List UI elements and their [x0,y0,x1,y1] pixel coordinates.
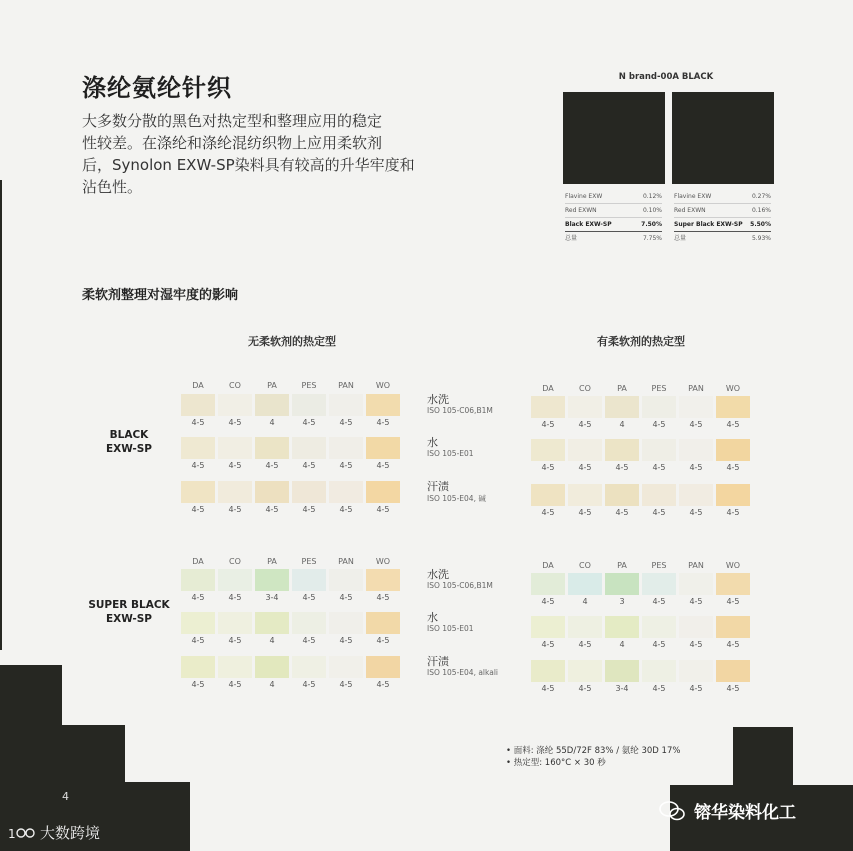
fastness-rating: 4-5 [376,680,390,689]
fastness-rating: 4 [582,597,588,606]
stain-patch [366,394,400,416]
fastness-rating: 4-5 [652,463,666,472]
black-swatch [563,92,665,184]
stain-patch [255,612,289,634]
intro-line: 沾色性。 [82,178,143,196]
stain-patch [218,612,252,634]
stain-patch [218,437,252,459]
stain-patch [568,660,602,682]
fiber-header: DA [542,561,554,570]
svg-text:1: 1 [8,827,16,841]
fastness-rating: 4-5 [652,597,666,606]
fastness-rating: 4-5 [339,418,353,427]
test-standard: ISO 105-E04, alkali [427,668,498,677]
stain-patch [366,437,400,459]
fiber-header: DA [192,381,204,390]
fastness-rating: 4-5 [339,505,353,514]
stain-patch [679,660,713,682]
stain-patch [292,656,326,678]
fastness-rating: 4-5 [265,461,279,470]
intro-line: 性较差。在涤纶和涤纶混纺织物上应用柔软剂 [82,134,383,152]
stain-patch [531,439,565,461]
stain-patch [605,616,639,638]
fastness-rating: 4-5 [191,636,205,645]
n-brand-title: N brand-00A BLACK [618,72,714,82]
test-standard: ISO 105-C06,B1M [427,581,493,590]
watermark-logo-icon [8,824,38,842]
fastness-rating: 4-5 [689,508,703,517]
test-name: 水洗 [427,568,449,581]
recipe-dye: Flavine EXW [565,193,603,200]
fastness-rating: 4-5 [228,680,242,689]
fiber-header: WO [725,561,741,570]
fastness-rating: 4-5 [726,508,740,517]
stain-patch [568,573,602,595]
stain-patch [679,439,713,461]
stain-patch [568,439,602,461]
fiber-header: PA [267,381,277,390]
fastness-rating: 4-5 [339,636,353,645]
stain-patch [329,437,363,459]
fastness-rating: 4-5 [191,461,205,470]
fastness-rating: 4-5 [652,640,666,649]
page-number: 4 [62,790,69,803]
fastness-rating: 4-5 [652,684,666,693]
fastness-rating: 4-5 [228,593,242,602]
fastness-rating: 4-5 [376,505,390,514]
fastness-rating: 4-5 [578,684,592,693]
stain-patch [329,656,363,678]
stain-patch [218,569,252,591]
fiber-header: DA [192,557,204,566]
stain-patch [605,573,639,595]
stain-patch [716,660,750,682]
stain-patch [568,484,602,506]
fastness-rating: 4-5 [578,463,592,472]
recipe-pct: 0.27% [751,193,771,200]
product-label-text: BLACK EXW-SP [106,429,152,455]
fastness-rating: 4-5 [302,461,316,470]
fastness-rating: 4 [269,636,275,645]
fastness-rating: 4 [619,420,625,429]
fastness-rating: 4-5 [578,640,592,649]
stain-patch [218,481,252,503]
test-standard: ISO 105-C06,B1M [427,406,493,415]
fiber-header: PAN [338,381,354,390]
test-standard: ISO 105-E01 [427,449,474,458]
stain-patch [679,396,713,418]
intro-line: 大多数分散的黑色对热定型和整理应用的稳定 [82,112,383,130]
stain-patch [366,612,400,634]
fiber-header: PES [301,557,317,566]
product-label-black [74,428,184,456]
fastness-rating: 4-5 [689,684,703,693]
fastness-rating: 4 [619,640,625,649]
test-standard: ISO 105-E01 [427,624,474,633]
fastness-rating: 4-5 [726,463,740,472]
fiber-header: WO [375,557,391,566]
fiber-header: PA [617,384,627,393]
fastness-rating: 4-5 [652,508,666,517]
recipe-table [565,190,662,245]
fastness-rating: 3-4 [615,684,629,693]
fastness-rating: 4-5 [191,680,205,689]
recipe-dye: 总量 [674,235,687,242]
fabric-notes [506,745,680,769]
stain-patch [366,569,400,591]
fastness-rating: 4-5 [689,597,703,606]
fastness-rating: 4-5 [191,593,205,602]
fastness-rating: 4-5 [265,505,279,514]
stain-patch [716,396,750,418]
stain-patch [605,660,639,682]
recipe-dye: Red EXWN [674,207,706,214]
fastness-rating: 3-4 [265,593,279,602]
fastness-rating: 4-5 [726,597,740,606]
stain-patch [531,616,565,638]
note-line: • 面料: 涤纶 55D/72F 83% / 氨纶 30D 17% [506,746,681,756]
fastness-rating: 4-5 [541,420,555,429]
stain-patch [716,573,750,595]
recipe-dye: Super Black EXW-SP [674,221,743,228]
stain-patch [642,573,676,595]
stain-patch [292,612,326,634]
fiber-header: PAN [688,384,704,393]
stain-patch [255,656,289,678]
recipe-dye: Black EXW-SP [565,221,612,228]
recipe-pct: 5.50% [750,221,771,228]
fastness-rating: 4-5 [302,418,316,427]
recipe-pct: 0.16% [751,207,771,214]
stain-patch [531,396,565,418]
stain-patch [642,439,676,461]
fastness-rating: 4-5 [726,640,740,649]
stain-patch [642,396,676,418]
fastness-rating: 4-5 [726,684,740,693]
fastness-rating: 3 [619,597,625,606]
fastness-rating: 4-5 [376,418,390,427]
test-name: 水洗 [427,393,449,406]
stain-patch [531,484,565,506]
stain-patch [716,484,750,506]
fastness-rating: 4-5 [376,593,390,602]
stain-patch [329,394,363,416]
stain-patch [366,481,400,503]
intro-text [82,110,442,198]
fastness-rating: 4-5 [302,680,316,689]
fiber-header: CO [229,381,241,390]
fiber-header: PA [617,561,627,570]
fiber-header: PES [301,381,317,390]
fastness-rating: 4-5 [302,505,316,514]
page-title: 涤纶氨纶针织 [82,74,232,102]
watermark-text: 大数跨境 [40,824,101,842]
fastness-rating: 4-5 [376,636,390,645]
fiber-header: PA [267,557,277,566]
test-name: 汗渍 [427,655,449,668]
fastness-rating: 4-5 [652,420,666,429]
fastness-rating: 4-5 [578,420,592,429]
intro-line: 后，Synolon EXW-SP染料具有较高的升华牢度和 [82,156,415,174]
stain-patch [679,573,713,595]
fastness-rating: 4-5 [689,463,703,472]
fastness-rating: 4-5 [228,505,242,514]
recipe-pct: 7.75% [642,235,662,242]
recipe-dye: 总量 [565,235,578,242]
product-label-text: SUPER BLACK EXW-SP [88,599,170,625]
recipe-dye: Flavine EXW [674,193,712,200]
stain-patch [292,481,326,503]
product-label-super-black [74,598,184,626]
stain-patch [181,612,215,634]
fastness-rating: 4-5 [302,636,316,645]
fastness-rating: 4 [269,418,275,427]
fastness-rating: 4-5 [578,508,592,517]
fastness-rating: 4-5 [376,461,390,470]
fiber-header: CO [579,561,591,570]
fastness-rating: 4-5 [541,508,555,517]
stain-patch [329,612,363,634]
stain-patch [255,569,289,591]
recipe-pct: 0.10% [642,207,662,214]
stain-patch [292,394,326,416]
fastness-rating: 4-5 [228,636,242,645]
fiber-header: CO [579,384,591,393]
stain-patch [292,569,326,591]
fiber-header: PES [651,384,667,393]
fastness-rating: 4-5 [191,505,205,514]
recipe-dye: Red EXWN [565,207,597,214]
fastness-rating: 4-5 [615,463,629,472]
fiber-header: PES [651,561,667,570]
stain-patch [255,394,289,416]
fastness-rating: 4-5 [228,418,242,427]
recipe-table [674,190,771,245]
stain-patch [568,396,602,418]
fastness-rating: 4-5 [541,463,555,472]
stain-patch [642,616,676,638]
test-name: 水 [427,436,438,449]
fastness-rating: 4-5 [689,420,703,429]
stain-patch [679,484,713,506]
recipe-pct: 7.50% [641,221,662,228]
fastness-rating: 4-5 [615,508,629,517]
stain-patch [329,569,363,591]
stain-patch [181,394,215,416]
stain-patch [642,660,676,682]
stain-patch [679,616,713,638]
fastness-rating: 4-5 [726,420,740,429]
stain-patch [605,484,639,506]
fastness-rating: 4-5 [541,597,555,606]
stain-patch [642,484,676,506]
stain-patch [531,660,565,682]
test-name: 汗渍 [427,480,449,493]
fiber-header: WO [375,381,391,390]
stain-patch [716,616,750,638]
super-black-swatch [672,92,774,184]
stain-patch [605,439,639,461]
stain-patch [181,569,215,591]
recipe-pct: 5.93% [751,235,771,242]
fiber-header: PAN [338,557,354,566]
group-title-no-softener: 无柔软剂的热定型 [248,335,336,348]
fastness-rating: 4-5 [191,418,205,427]
edge-line [0,180,2,650]
stain-patch [329,481,363,503]
test-standard: ISO 105-E04, 碱 [427,494,486,503]
fastness-rating: 4-5 [302,593,316,602]
test-name: 水 [427,611,438,624]
stain-patch [531,573,565,595]
brand-name: 镕华染料化工 [694,803,796,823]
fiber-header: DA [542,384,554,393]
stain-patch [255,481,289,503]
stain-patch [568,616,602,638]
note-line: • 热定型: 160°C × 30 秒 [506,758,606,768]
stain-patch [292,437,326,459]
group-title-with-softener: 有柔软剂的热定型 [597,335,685,348]
wechat-icon [658,800,688,822]
recipe-pct: 0.12% [642,193,662,200]
fastness-rating: 4-5 [541,684,555,693]
stain-patch [218,656,252,678]
fiber-header: PAN [688,561,704,570]
fastness-rating: 4-5 [689,640,703,649]
section-title: 柔软剂整理对湿牢度的影响 [82,288,239,303]
fastness-rating: 4-5 [228,461,242,470]
fastness-rating: 4 [269,680,275,689]
fastness-rating: 4-5 [541,640,555,649]
fastness-rating: 4-5 [339,680,353,689]
fiber-header: CO [229,557,241,566]
stain-patch [605,396,639,418]
stain-patch [716,439,750,461]
stain-patch [218,394,252,416]
stain-patch [181,481,215,503]
stain-patch [181,437,215,459]
stain-patch [255,437,289,459]
fiber-header: WO [725,384,741,393]
stain-patch [366,656,400,678]
fastness-rating: 4-5 [339,593,353,602]
fastness-rating: 4-5 [339,461,353,470]
stain-patch [181,656,215,678]
